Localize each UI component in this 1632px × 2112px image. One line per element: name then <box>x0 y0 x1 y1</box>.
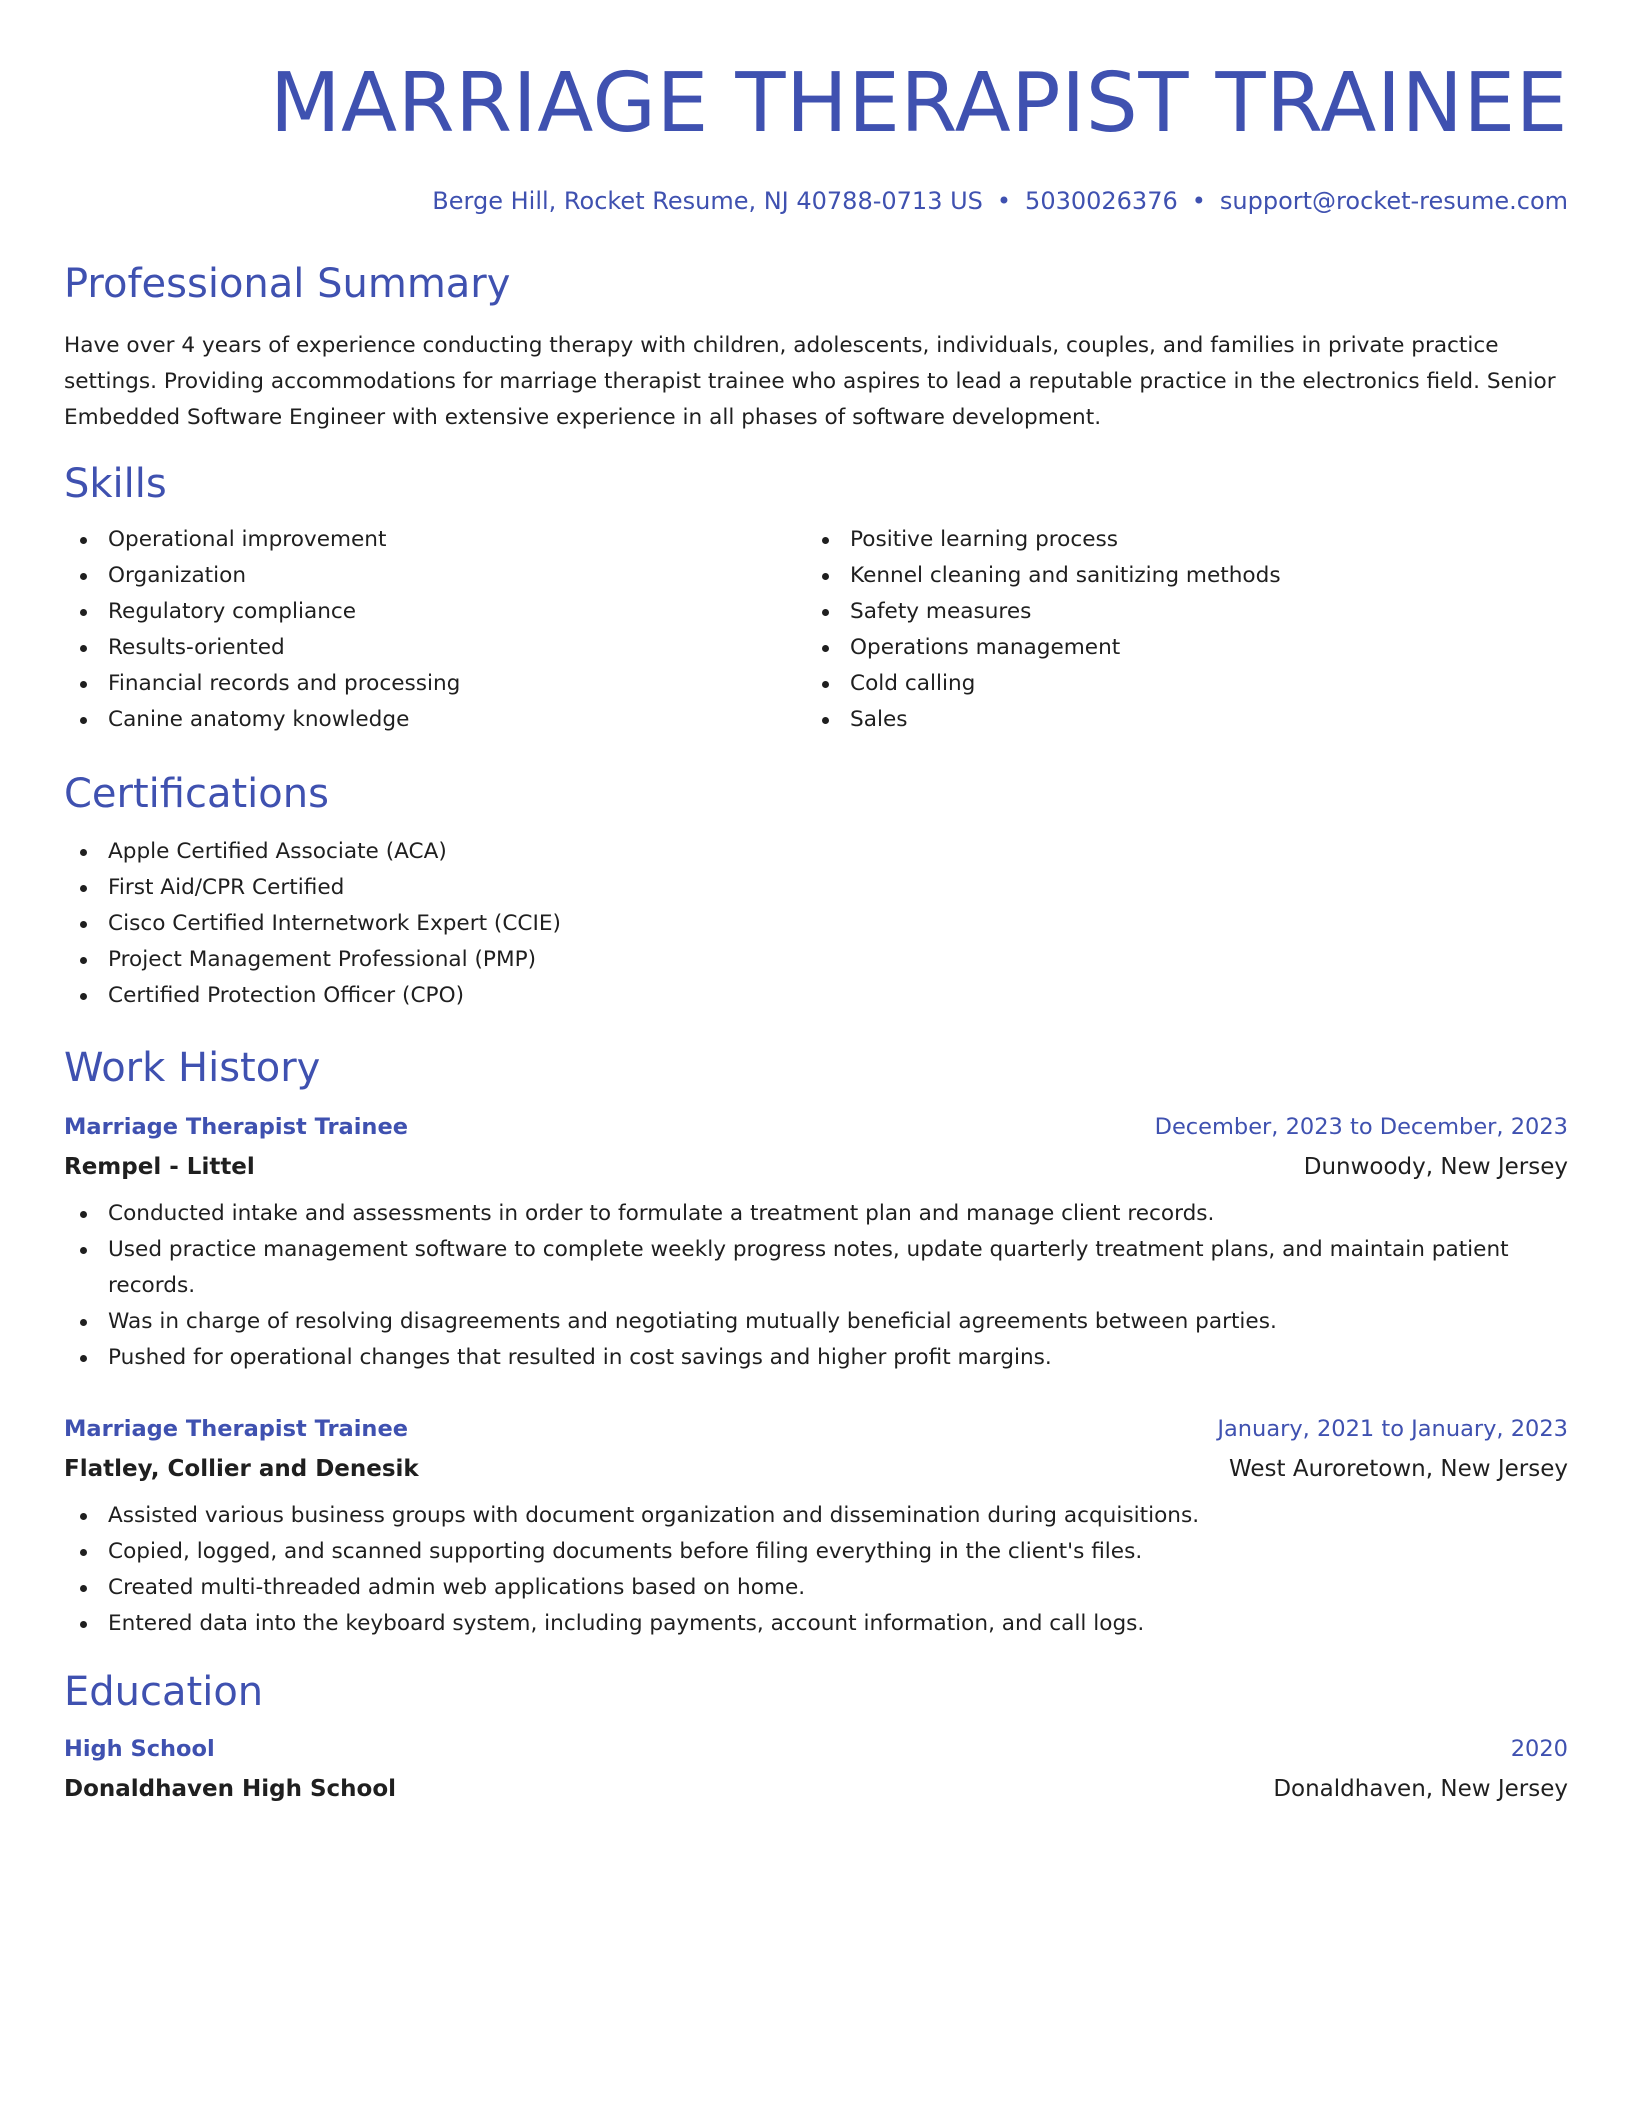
contact-address: Berge Hill, Rocket Resume, NJ 40788-0713 US <box>432 187 983 215</box>
summary-heading: Professional Summary <box>64 261 511 307</box>
job-bullet: Entered data into the keyboard system, including payments, account information, and call logs. <box>64 1606 1568 1642</box>
job-bullet: Assisted various business groups with document organization and dissemination during acquisitions. <box>64 1498 1568 1534</box>
certification-item: Cisco Certified Internetwork Expert (CCIE) <box>64 906 1568 942</box>
education-year: 2020 <box>1510 1736 1568 1762</box>
certification-item: Apple Certified Associate (ACA) <box>64 834 1568 870</box>
education-school-row <box>64 1774 1568 1804</box>
education-degree: High School <box>64 1736 215 1762</box>
contact-email: support@rocket-resume.com <box>1219 187 1568 215</box>
skill-item: Organization <box>64 558 806 594</box>
skill-item: Sales <box>806 702 1548 738</box>
certifications-list <box>64 834 1568 1014</box>
job-bullet: Copied, logged, and scanned supporting documents before filing everything in the client's files. <box>64 1534 1568 1570</box>
skill-item: Results-oriented <box>64 630 806 666</box>
contact-separator: • <box>1191 187 1206 215</box>
skill-item: Kennel cleaning and sanitizing methods <box>806 558 1548 594</box>
certification-item: Certified Protection Officer (CPO) <box>64 978 1568 1014</box>
education-entry <box>64 1734 1568 1804</box>
contact-phone: 5030026376 <box>1025 187 1178 215</box>
work-history-heading: Work History <box>64 1045 321 1091</box>
job-title: Marriage Therapist Trainee <box>64 1114 408 1140</box>
certification-item: Project Management Professional (PMP) <box>64 942 1568 978</box>
job-company-row <box>64 1152 1568 1182</box>
job-company-row <box>64 1454 1568 1484</box>
education-header-row <box>64 1734 1568 1764</box>
job-dates: January, 2021 to January, 2023 <box>1217 1416 1568 1442</box>
skills-heading: Skills <box>64 461 167 507</box>
job-header-row <box>64 1414 1568 1444</box>
skills-left-list <box>64 522 806 738</box>
job-company: Rempel - Littel <box>64 1154 255 1180</box>
certifications-heading: Certifications <box>64 771 329 817</box>
skill-item: Financial records and processing <box>64 666 806 702</box>
contact-separator: • <box>996 187 1012 215</box>
job-location: West Auroretown, New Jersey <box>1228 1456 1568 1482</box>
job-dates: December, 2023 to December, 2023 <box>1154 1114 1568 1140</box>
job-bullet: Was in charge of resolving disagreements and negotiating mutually beneficial agreements between parties. <box>64 1304 1568 1340</box>
skill-item: Safety measures <box>806 594 1548 630</box>
job-entry <box>64 1112 1568 1376</box>
resume-name-title: MARRIAGE THERAPIST TRAINEE <box>269 56 1568 151</box>
job-bullet: Created multi-threaded admin web applications based on home. <box>64 1570 1568 1606</box>
skill-item: Operations management <box>806 630 1548 666</box>
job-bullets <box>64 1498 1568 1642</box>
skill-item: Cold calling <box>806 666 1548 702</box>
resume-page <box>64 0 1568 2112</box>
education-heading: Education <box>64 1669 264 1715</box>
job-bullet: Pushed for operational changes that resulted in cost savings and higher profit margins. <box>64 1340 1568 1376</box>
skill-item: Canine anatomy knowledge <box>64 702 806 738</box>
skills-grid <box>64 522 1568 738</box>
skill-item: Positive learning process <box>806 522 1548 558</box>
skill-item: Operational improvement <box>64 522 806 558</box>
job-bullets <box>64 1196 1568 1376</box>
job-title: Marriage Therapist Trainee <box>64 1416 408 1442</box>
job-bullet: Used practice management software to complete weekly progress notes, update quarterly treatment plans, and maintain patient records. <box>64 1232 1568 1304</box>
education-location: Donaldhaven, New Jersey <box>1273 1776 1568 1802</box>
certification-item: First Aid/CPR Certified <box>64 870 1568 906</box>
job-location: Dunwoody, New Jersey <box>1303 1154 1568 1180</box>
education-school: Donaldhaven High School <box>64 1776 397 1802</box>
job-bullet: Conducted intake and assessments in order to formulate a treatment plan and manage client records. <box>64 1196 1568 1232</box>
skills-right-list <box>806 522 1548 738</box>
job-company: Flatley, Collier and Denesik <box>64 1456 419 1482</box>
job-entry <box>64 1414 1568 1642</box>
job-header-row <box>64 1112 1568 1142</box>
contact-line <box>64 186 1568 216</box>
skill-item: Regulatory compliance <box>64 594 806 630</box>
summary-text: Have over 4 years of experience conducting therapy with children, adolescents, individuals, couples, and families in private practice settings. Providing accommodations for marriage therapist trainee who aspires to lead a reputable practice in the electronics field. Senior Embedded Software Engineer with extensive experience in all phases of software development. <box>64 333 1556 430</box>
